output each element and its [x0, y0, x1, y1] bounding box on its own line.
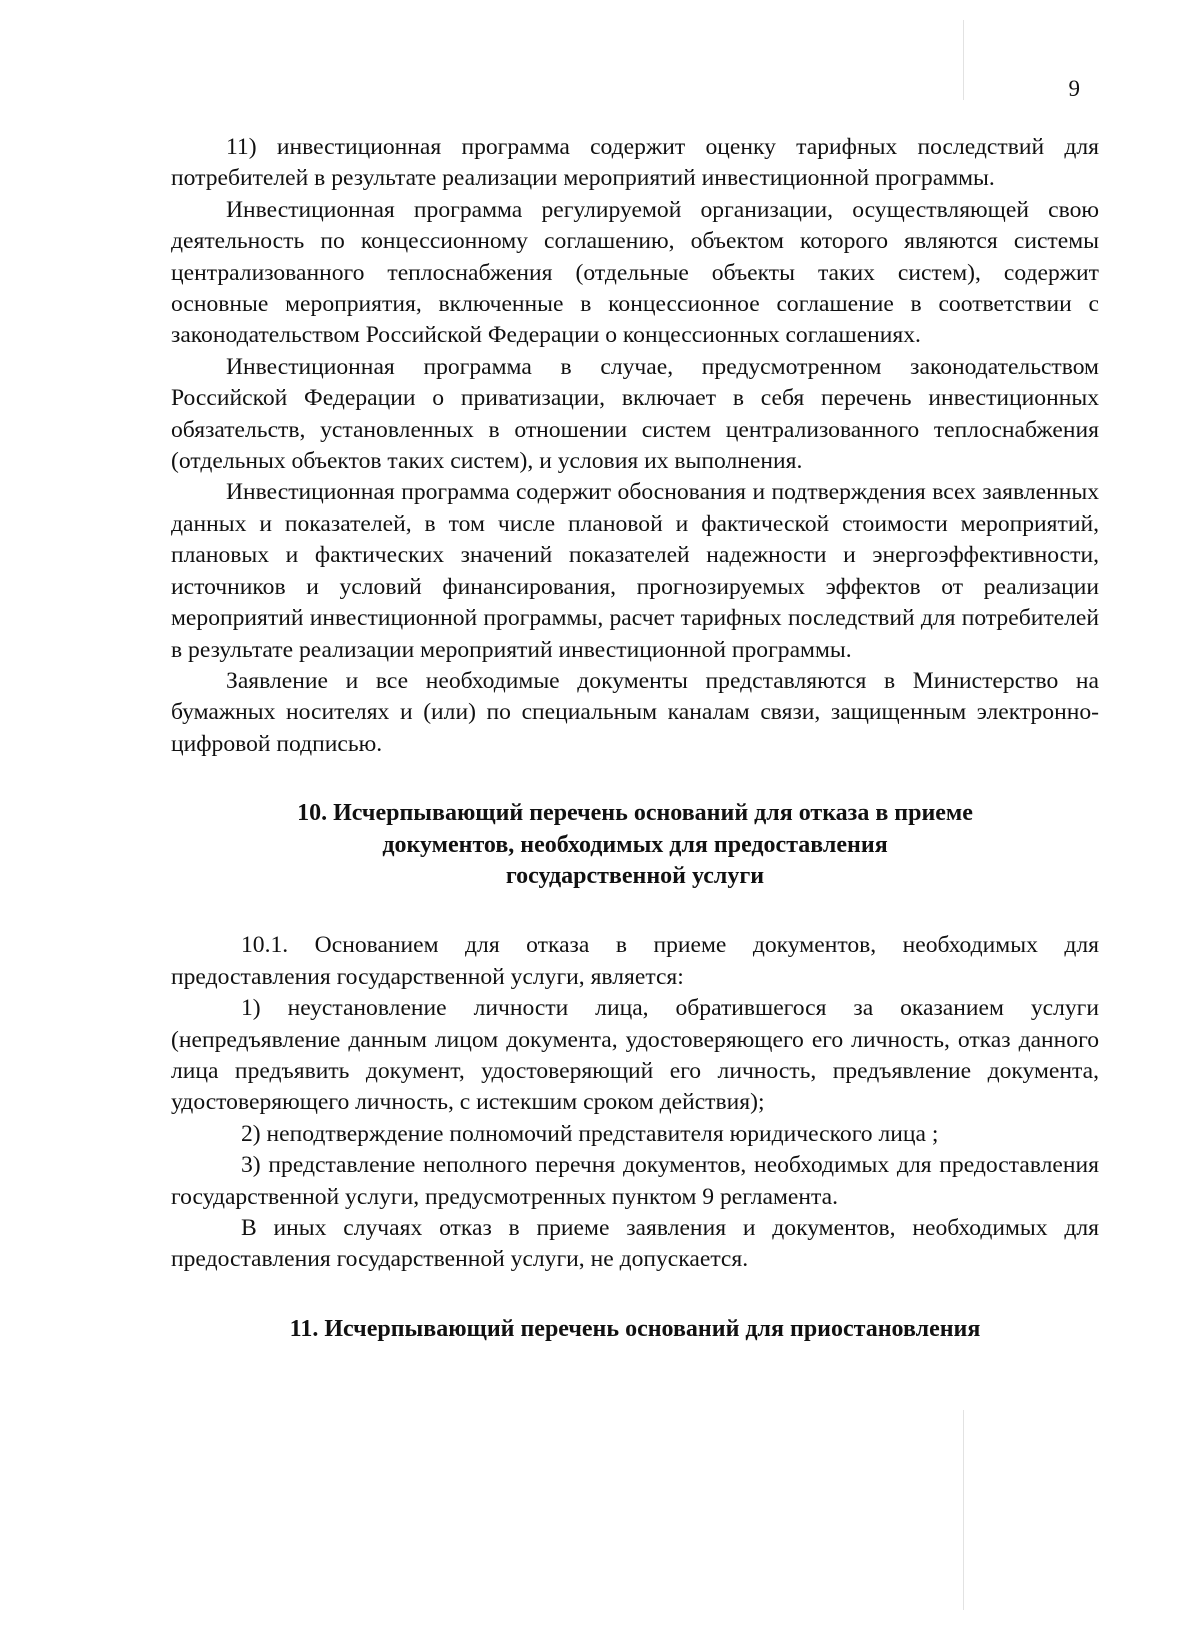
paragraph: 10.1. Основанием для отказа в приеме документов, необходимых для предоставления государственной услуги, является:	[171, 932, 1099, 990]
section-11-heading	[205, 1314, 1065, 1345]
page-number: 9	[1068, 76, 1080, 101]
heading-line: 10. Исчерпывающий перечень оснований для отказа в приеме	[297, 800, 973, 827]
section-10-heading	[205, 798, 1065, 892]
scan-artifact-line	[963, 20, 964, 100]
paragraph: В иных случаях отказ в приеме заявления и документов, необходимых для предоставления государственной услуги, не допускается.	[171, 1215, 1099, 1273]
paragraph: Инвестиционная программа регулируемой организации, осуществляющей свою деятельность по концессионному соглашению, объектом которого являются системы централизованного теплоснабжения (отдельные объекты таких систем), содержит основные мероприятия, включенные в концессионное соглашение в соответствии с законодательством Российской Федерации о концессионных соглашениях.	[171, 196, 1099, 349]
paragraph: 11) инвестиционная программа содержит оценку тарифных последствий для потребителей в результате реализации мероприятий инвестиционной программы.	[171, 134, 1099, 192]
paragraph: Заявление и все необходимые документы представляются в Министерство на бумажных носителях и (или) по специальным каналам связи, защищенным электронно-цифровой подписью.	[171, 667, 1099, 757]
list-item: 2) неподтверждение полномочий представителя юридического лица ;	[241, 1120, 939, 1147]
heading-line: документов, необходимых для предоставления	[382, 831, 888, 858]
heading-line: 11. Исчерпывающий перечень оснований для приостановления	[289, 1315, 981, 1342]
list-item: 1) неустановление личности лица, обратившегося за оказанием услуги (непредъявление данным лицом документа, удостоверяющего его личность, отказ данного лица предъявить документ, удостоверяющий его личность, предъявление документа, удостоверяющего личность, с истекшим сроком действия);	[171, 995, 1099, 1116]
scan-artifact-line	[963, 1410, 964, 1610]
document-body	[171, 132, 1099, 1345]
paragraph: Инвестиционная программа содержит обоснования и подтверждения всех заявленных данных и показателей, в том числе плановой и фактической стоимости мероприятий, плановых и фактических значений показателей надежности и энергоэффективности, источников и условий финансирования, прогнозируемых эффектов от реализации мероприятий инвестиционной программы, расчет тарифных последствий для потребителей в результате реализации мероприятий инвестиционной программы.	[171, 479, 1099, 663]
list-item: 3) представление неполного перечня документов, необходимых для предоставления государственной услуги, предусмотренных пунктом 9 регламента.	[171, 1152, 1099, 1210]
heading-line: государственной услуги	[505, 862, 765, 889]
paragraph: Инвестиционная программа в случае, предусмотренном законодательством Российской Федерации о приватизации, включает в себя перечень инвестиционных обязательств, установленных в отношении систем централизованного теплоснабжения (отдельных объектов таких систем), и условия их выполнения.	[171, 353, 1099, 475]
